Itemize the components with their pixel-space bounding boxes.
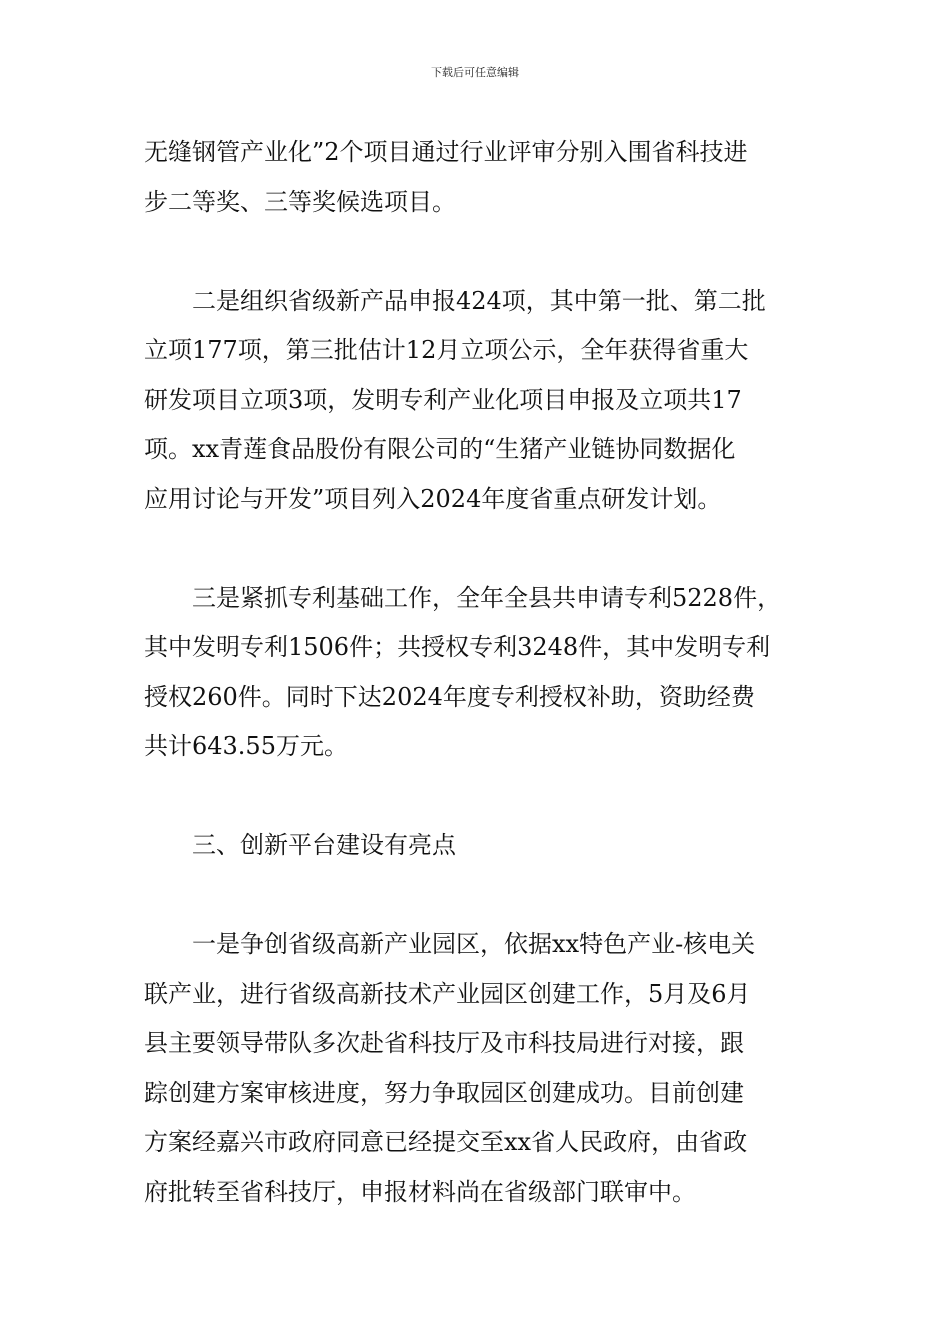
document-body: [144, 128, 814, 1217]
section-heading: [144, 821, 814, 871]
paragraph-gap: [144, 227, 814, 277]
text-line: 县主要领导带队多次赴省科技厅及市科技局进行对接，跟: [144, 1029, 744, 1057]
text-line: 方案经嘉兴市政府同意已经提交至xx省人民政府，由省政: [144, 1128, 748, 1156]
page-header-note: 下载后可任意编辑: [431, 66, 519, 79]
paragraph-continuation: [144, 128, 814, 227]
text-line: 联产业，进行省级高新技术产业园区创建工作，5月及6月: [144, 979, 751, 1008]
text-line: 无缝钢管产业化”2个项目通过行业评审分别入围省科技进: [144, 138, 748, 166]
text-line: 研发项目立项3项，发明专利产业化项目申报及立项共17: [144, 385, 742, 414]
text-line: 一是争创省级高新产业园区，依据xx特色产业-核电关: [192, 930, 756, 958]
text-line: 府批转至省科技厅，申报材料尚在省级部门联审中。: [144, 1177, 696, 1206]
text-line: 授权260件。同时下达2024年度专利授权补助，资助经费: [144, 682, 755, 711]
text-line: 踪创建方案审核进度，努力争取园区创建成功。目前创建: [144, 1078, 744, 1107]
paragraph-new-products: [144, 277, 814, 525]
paragraph-gap: [144, 772, 814, 822]
text-line: 其中发明专利1506件；共授权专利3248件，其中发明专利: [144, 633, 771, 661]
paragraph-gap: [144, 871, 814, 921]
text-line: 应用讨论与开发”项目列入2024年度省重点研发计划。: [144, 484, 722, 513]
text-line: 立项177项，第三批估计12月立项公示，全年获得省重大: [144, 336, 749, 364]
text-line: 步二等奖、三等奖候选项目。: [144, 187, 456, 216]
paragraph-hightech-park: [144, 920, 814, 1217]
text-line: 三、创新平台建设有亮点: [192, 831, 456, 859]
paragraph-gap: [144, 524, 814, 574]
text-line: 项。xx青莲食品股份有限公司的“生猪产业链协同数据化: [144, 435, 736, 463]
paragraph-patents: [144, 574, 814, 772]
text-line: 共计643.55万元。: [144, 732, 348, 760]
text-line: 三是紧抓专利基础工作，全年全县共申请专利5228件，: [192, 583, 782, 612]
text-line: 二是组织省级新产品申报424项，其中第一批、第二批: [192, 286, 766, 315]
